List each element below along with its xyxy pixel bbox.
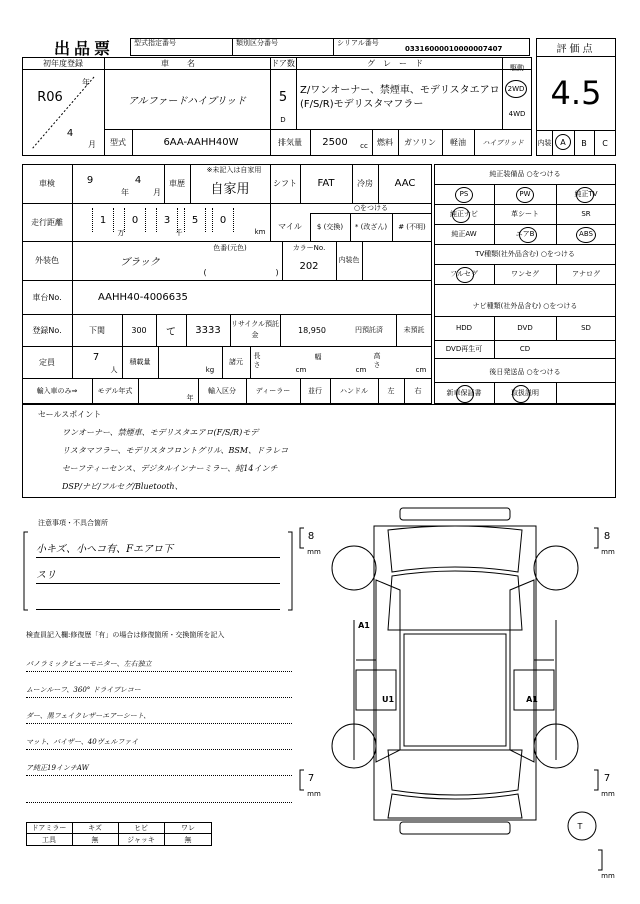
fuel-light-oil: 軽油 xyxy=(450,138,466,147)
model-year-label: モデル年式 xyxy=(97,387,133,395)
tools-value: ジャッキ xyxy=(127,836,155,844)
drive-4wd: 4WD xyxy=(508,110,526,118)
load-unit: kg xyxy=(205,366,215,374)
sheet-title: 出品票 xyxy=(53,38,114,58)
tire-unit-rear-right: mm xyxy=(601,790,615,798)
import-only-label: 輸入車のみ⇒ xyxy=(36,387,78,395)
cd-label: CD xyxy=(519,345,531,353)
recycle-amount: 18,950 xyxy=(298,325,326,335)
recycle-label: リサイクル預託金 xyxy=(230,320,280,339)
equip-tv: 純正TV xyxy=(574,190,598,198)
sales-point-line: セーフティーセンス、デジタルインナーミラー、純14インチ xyxy=(62,463,278,473)
recycle-unit: 円預託済 xyxy=(355,326,383,334)
tv-title: TV種類(社外品含む) ○をつける xyxy=(475,250,575,258)
fuel-gasoline: ガソリン xyxy=(404,138,436,147)
color-no-label: カラーNo. xyxy=(292,244,326,252)
registration-place: 下関 xyxy=(89,325,105,335)
chassis-label: 車台No. xyxy=(32,292,62,302)
equip-pw: PW xyxy=(519,190,531,198)
mileage-digit: 3 xyxy=(156,208,178,232)
tv-oneseg: ワンセグ xyxy=(511,270,539,278)
equip-airbag: エアB xyxy=(515,230,535,238)
equip-navi: 純正ナビ xyxy=(450,210,478,218)
interior-grade-c: C xyxy=(602,138,608,148)
mile-label: マイル xyxy=(278,221,302,231)
chassis-number: AAHH40-4006635 xyxy=(98,291,188,303)
serial-number: 03316000010000007407 xyxy=(405,45,503,53)
color-number: 202 xyxy=(299,260,319,272)
paren-close: ) xyxy=(275,267,279,277)
history-note: ※未記入は自家用 xyxy=(206,166,262,174)
sales-point-line: DSP/ナビ/フルセグ/Bluetooth、 xyxy=(62,481,183,491)
mileage-digit: 0 xyxy=(124,208,146,232)
equip-sr: SR xyxy=(581,210,591,218)
equip-pw-circle xyxy=(516,187,534,203)
inspector-line: パノラミックビューモニター、左右独立 xyxy=(26,656,292,672)
height-label: 高さ xyxy=(373,352,381,369)
steering-label: ハンドル xyxy=(340,387,368,395)
fuel-hybrid: ハイブリッド xyxy=(482,138,524,147)
doors-value: 5 xyxy=(278,89,288,105)
tv-fullseg: フルセグ xyxy=(450,270,478,278)
mileage-digits xyxy=(76,208,236,236)
interior-label: 内装 xyxy=(537,138,552,147)
import-parallel: 並行 xyxy=(308,387,322,395)
inspector-line: ア純正19インチAW xyxy=(26,760,292,776)
inspector-title: 検査員記入欄:修復歴「有」の場合は修復箇所・交換箇所を記入 xyxy=(26,631,225,639)
equip-ps: PS xyxy=(459,190,469,198)
score-label: 評価点 xyxy=(556,43,596,55)
drive-label: 駆動 xyxy=(510,64,524,72)
tire-depth-rear-right: 7 xyxy=(603,772,611,784)
color-number-label: 色番(元色) xyxy=(213,244,247,252)
registration-kana: て xyxy=(166,326,176,338)
grade-label: グレード xyxy=(367,58,431,68)
steering-left: 左 xyxy=(387,387,395,395)
first-reg-label: 初年度登録 xyxy=(43,58,83,68)
tools-value: 工具 xyxy=(42,836,56,844)
exterior-label: 外装色 xyxy=(35,256,59,265)
tire-unit-front-right: mm xyxy=(601,548,615,556)
dvd-playback-label: DVD再生可 xyxy=(445,345,483,353)
equip-tv-circle xyxy=(576,187,594,203)
class-number-label: 類別区分番号 xyxy=(236,39,278,47)
inspector-line: ムーンルーフ、360° ドライブレコー xyxy=(26,682,292,698)
width-unit: cm xyxy=(355,366,367,374)
load-label: 積載量 xyxy=(129,358,151,366)
later-manual: 取扱説明 xyxy=(511,389,539,397)
tools-header: キズ xyxy=(88,823,102,832)
later-warranty: 新車保証書 xyxy=(446,389,482,397)
score-value: 4.5 xyxy=(550,74,602,112)
tools-header: ワレ xyxy=(181,823,195,832)
shaken-year: 9 xyxy=(86,174,94,186)
tire-depth-front-left: 8 xyxy=(307,530,315,542)
note-line: スリ xyxy=(36,564,280,584)
serial-label: シリアル番号 xyxy=(337,39,379,47)
equip-abs-circle xyxy=(576,227,596,243)
standard-equipment-title: 純正装備品 ○をつける xyxy=(489,170,561,178)
km-unit: km xyxy=(254,228,266,236)
width-label: 幅 xyxy=(314,353,322,361)
tire-unit-front-left: mm xyxy=(307,548,321,556)
import-dealer: ディーラー xyxy=(255,387,291,395)
note-line: 小キズ、小ヘコ有、Fエアロ下 xyxy=(36,538,280,558)
shift-value: FAT xyxy=(317,178,335,189)
shaken-year-unit: 年 xyxy=(121,187,129,197)
navi-title: ナビ種類(社外品含む) ○をつける xyxy=(472,302,578,310)
tools-header: ドアミラー xyxy=(31,823,67,832)
later-warranty-circle xyxy=(456,385,474,403)
grade-value: Z/ワンオーナー、禁煙車、モデリスタエアロ(F/S/R)モデリスタマフラー xyxy=(300,85,500,110)
odo-unknown: # (不明) xyxy=(398,223,426,231)
model-value: 6AA-AAHH40W xyxy=(163,137,239,148)
paren-open: ( xyxy=(203,267,207,277)
ac-value: AAC xyxy=(394,178,416,189)
man-unit: 万 xyxy=(117,229,125,237)
sen-unit: 千 xyxy=(175,229,183,237)
equip-navi-circle xyxy=(452,207,470,223)
sales-point-line: ワンオーナー、禁煙車、モデリスタエアロ(F/S/R)モデ xyxy=(62,427,259,437)
equip-leather: 革シート xyxy=(511,210,539,218)
equip-ps-circle xyxy=(455,187,473,203)
history-value: 自家用 xyxy=(210,181,250,197)
mileage-label: 走行距離 xyxy=(31,217,63,227)
first-reg-month-unit: 月 xyxy=(88,139,96,149)
damage-mark: U1 xyxy=(381,694,395,704)
height-unit: cm xyxy=(415,366,427,374)
tire-depth-rear-left: 7 xyxy=(307,772,315,784)
shift-label: シフト xyxy=(273,179,297,188)
odo-exchange: $ (交換) xyxy=(316,223,344,231)
inspector-line-blank xyxy=(26,786,292,803)
dims-label: 諸元 xyxy=(229,358,243,366)
sales-point-line: リスタマフラー、モデリスタフロントグリル、BSM、ドラレコ xyxy=(62,445,289,455)
tools-header: ヒビ xyxy=(134,823,148,832)
spare-unit: mm xyxy=(601,872,615,880)
mileage-digit: 0 xyxy=(212,208,234,232)
tire-unit-rear-left: mm xyxy=(307,790,321,798)
import-type-label: 輸入区分 xyxy=(208,387,236,395)
car-name-label: 車名 xyxy=(161,58,213,68)
damage-mark: A1 xyxy=(358,620,370,630)
damage-mark: A1 xyxy=(526,694,538,704)
displacement-value: 2500 xyxy=(322,137,348,148)
capacity-label: 定員 xyxy=(39,357,55,367)
tv-analog: アナログ xyxy=(572,270,600,278)
spare-tire-label: T xyxy=(577,821,583,831)
odo-tamper: * (改ざん) xyxy=(354,223,388,231)
odo-circle-note: ○をつける xyxy=(353,204,389,212)
equip-aw: 純正AW xyxy=(451,230,477,238)
interior-grade-b: B xyxy=(581,138,587,148)
model-label: 型式 xyxy=(110,138,126,147)
navi-dvd: DVD xyxy=(517,324,533,332)
equip-airbag-circle xyxy=(519,227,537,243)
recycle-status: 未預託 xyxy=(403,326,425,334)
inspector-line: マット、バイザー、40ヴェルファイ xyxy=(26,734,292,750)
interior-grade-a: A xyxy=(555,134,571,150)
registration-label: 登録No. xyxy=(32,325,62,335)
fuel-label: 燃料 xyxy=(377,138,393,147)
tire-depth-front-right: 8 xyxy=(603,530,611,542)
steering-right: 右 xyxy=(414,387,422,395)
later-items-title: 後日発送品 ○をつける xyxy=(489,368,561,376)
exterior-color-value: ブラック xyxy=(120,256,160,268)
car-name: アルファードハイブリッド xyxy=(127,95,247,107)
drive-2wd: 2WD xyxy=(505,80,527,98)
navi-sd: SD xyxy=(581,324,591,332)
model-year-unit: 年 xyxy=(186,394,194,402)
interior-color-label: 内装色 xyxy=(338,256,360,264)
capacity-value: 7 xyxy=(92,351,100,363)
length-label: 長さ xyxy=(253,352,261,369)
registration-class: 300 xyxy=(131,325,147,335)
mileage-digit: 1 xyxy=(92,208,114,232)
capacity-unit: 人 xyxy=(110,366,118,374)
registration-number: 3333 xyxy=(195,324,221,336)
first-reg-year: R06 xyxy=(37,89,63,105)
tools-value: 無 xyxy=(91,836,99,844)
later-manual-circle xyxy=(512,385,530,403)
shaken-label: 車検 xyxy=(39,179,55,188)
doors-label: ドア数 xyxy=(271,58,295,68)
cc-unit: cc xyxy=(360,142,368,150)
ac-label: 冷房 xyxy=(357,179,373,188)
car-diagram xyxy=(296,500,636,900)
equip-abs: ABS xyxy=(579,230,593,238)
first-reg-month: 4 xyxy=(66,127,74,139)
inspector-line: ダー、黒フェイクレザーエアーシート、 xyxy=(26,708,292,724)
notes-title: 注意事項・不具合箇所 xyxy=(38,519,108,527)
tools-value: 無 xyxy=(184,836,192,844)
history-label: 車歴 xyxy=(169,179,185,188)
displacement-label: 排気量 xyxy=(278,138,302,147)
mileage-digit: 5 xyxy=(184,208,206,232)
shaken-month: 4 xyxy=(134,174,142,186)
note-line xyxy=(36,590,280,610)
first-reg-year-unit: 年 xyxy=(82,77,90,87)
shaken-month-unit: 月 xyxy=(153,187,161,197)
tv-fullseg-circle xyxy=(456,267,474,283)
navi-hdd: HDD xyxy=(455,324,473,332)
length-unit: cm xyxy=(295,366,307,374)
doors-suffix: D xyxy=(280,116,286,124)
type-designation-label: 型式指定番号 xyxy=(134,39,176,47)
sales-points-title: セールスポイント xyxy=(38,409,102,419)
